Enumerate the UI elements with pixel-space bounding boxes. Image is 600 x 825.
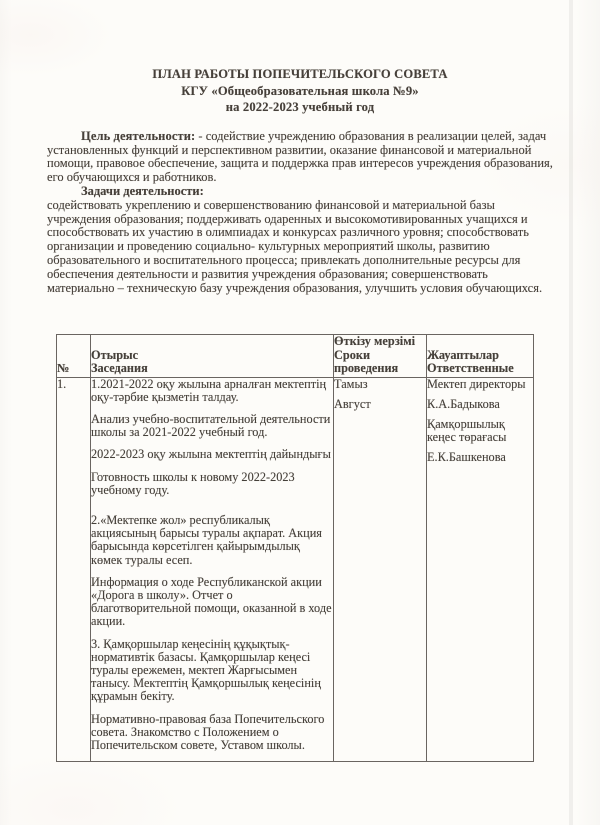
topic-paragraph: 2.«Мектепке жол» республикалық акциясының барысы туралы ақпарат. Акция барысында көрсетілген қайырымдылық көмек туралы есеп. (91, 512, 322, 567)
row-number-cell: 1. (57, 377, 91, 762)
row-dates-cell (334, 377, 427, 762)
header-topic (91, 335, 334, 377)
topic-paragraph: Нормативно-правовая база Попечительского совета. Знакомство с Положением о Попечительском совете, Уставом школы. (91, 711, 325, 753)
tasks-paragraph: содействовать укреплению и совершенствованию финансовой и материальной базы учреждения образования; поддерживать одаренных и высокомотивированных учащихся и способствовать их участию в олимпиадах и конкурсах различного уровня; способствовать организации и проведению социально- культурных мероприятий школы, развитию образовательного и воспитательного процесса; привлекать дополнительные ресурсы для обеспечения деятельности и развития учреждения образования; совершенствовать материально – техническую базу учреждения образования, улучшить условия обучающихся. (47, 197, 543, 295)
plan-table-wrapper (56, 334, 553, 762)
header-number: № (57, 335, 91, 377)
responsible-item: Мектеп директоры (427, 376, 526, 391)
header-dates-kk: Өткізу мерзімі (334, 334, 415, 349)
goal-label: Цель деятельности: (81, 128, 196, 143)
header-dates-ru-2: проведения (334, 361, 399, 376)
responsible-item: К.А.Бадыкова (427, 396, 500, 411)
responsible-item: Е.К.Башкенова (427, 450, 506, 465)
table-header-row (57, 335, 534, 377)
title-line-2: КГУ «Общеобразовательная школа №9» (181, 83, 419, 98)
goal-paragraph (47, 130, 553, 185)
header-topic-ru: Заседания (91, 361, 148, 376)
responsible-item: Қамқоршылық кеңес төрағасы (427, 416, 507, 445)
header-dates-ru-1: Сроки (334, 347, 371, 362)
goal-text: - содействие учреждению образования в реализации целей, задач установленных функций и перспективном развитии, оказание финансовой и материальной помощи, правовое обеспечение, защита и поддержка прав интересов учреждения образования, его обучающихся и работников. (47, 128, 553, 185)
header-responsible (427, 335, 534, 377)
document-title (47, 66, 553, 116)
date-kk: Тамыз (334, 376, 368, 391)
header-responsible-ru: Ответственные (427, 361, 514, 376)
topic-paragraph: 1.2021-2022 оқу жылына арналған мектептің оқу-тәрбие қызметін талдау. (91, 376, 327, 404)
header-responsible-kk: Жауаптылар (427, 347, 499, 362)
plan-table (56, 334, 534, 762)
topic-paragraph: Анализ учебно-воспитательной деятельности школы за 2021-2022 учебный год. (91, 411, 331, 440)
header-topic-kk: Отырыс (91, 347, 139, 362)
topic-paragraph: Готовность школы к новому 2022-2023 учебному году. (91, 469, 295, 497)
topic-paragraph: 2022-2023 оқу жылына мектептің дайындығы (91, 447, 331, 462)
row-responsible-cell (427, 377, 534, 762)
tasks-heading: Задачи деятельности: (81, 183, 204, 198)
title-line-3: на 2022-2023 учебный год (225, 100, 375, 115)
table-row (57, 377, 534, 762)
date-ru: Август (334, 396, 371, 411)
topic-paragraph: Информация о ходе Республиканской акции «Дорога в школу». Отчет о благотворительной помощи, оказанной в ходе акции. (91, 574, 332, 629)
topic-paragraph: 3. Қамқоршылар кеңесінің құқықтық-нормативтік базасы. Қамқоршылар кеңесі туралы ережемен, мектеп Жарғысымен танысу. Мектептің Қамқоршылық кеңесінің құрамын бекіту. (91, 636, 321, 704)
header-dates (334, 335, 427, 377)
title-line-1: ПЛАН РАБОТЫ ПОПЕЧИТЕЛЬСКОГО СОВЕТА (152, 67, 448, 81)
row-topic-cell (91, 377, 334, 762)
